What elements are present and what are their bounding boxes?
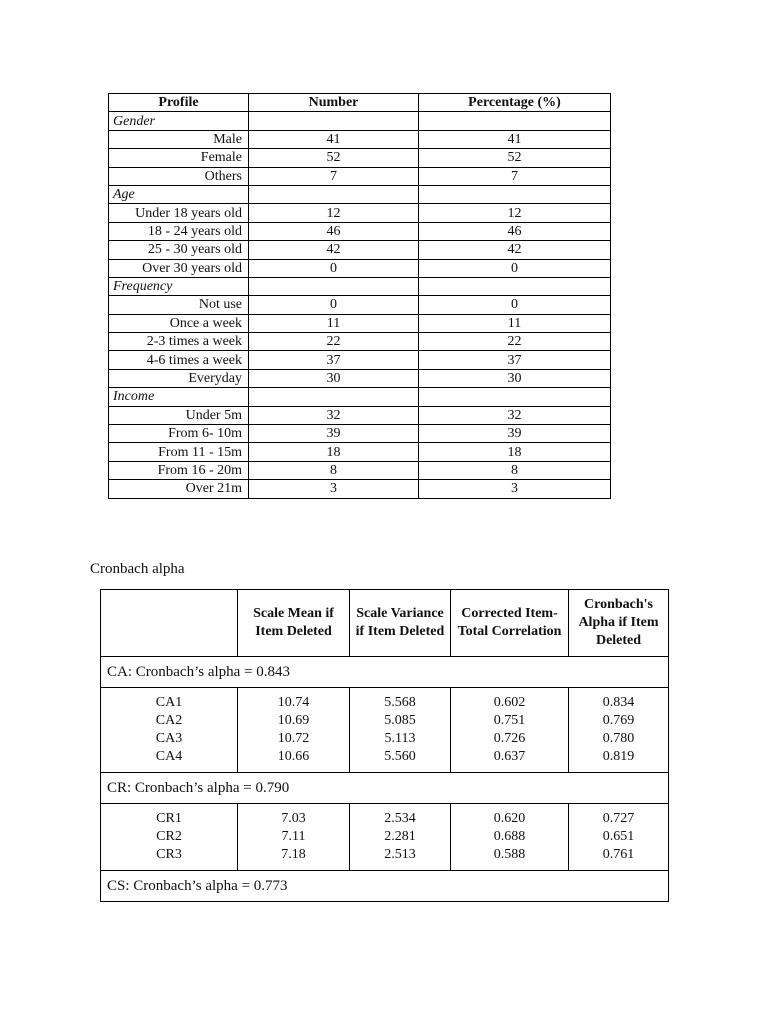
number-cell: 37 (249, 351, 419, 369)
column-header: Scale Mean if Item Deleted (238, 590, 350, 657)
section-title: CA: Cronbach’s alpha = 0.843 (101, 657, 669, 688)
number-cell: 22 (249, 333, 419, 351)
table-row (109, 425, 611, 443)
group-label: Income (109, 388, 249, 406)
cell-value: 0.602 (493, 695, 526, 710)
cell-value: 5.568 (384, 695, 416, 710)
empty-cell (419, 277, 611, 295)
row-label: Over 30 years old (109, 259, 249, 277)
empty-cell (419, 112, 611, 130)
cell-value: 10.74 (277, 695, 310, 710)
alpha-cell (569, 688, 669, 773)
section-header-row (101, 871, 669, 902)
percent-cell: 12 (419, 204, 611, 222)
cell-value: CR3 (156, 847, 182, 862)
column-header: Profile (109, 94, 249, 112)
number-cell: 3 (249, 480, 419, 498)
table-row (109, 296, 611, 314)
table-row (101, 804, 669, 871)
row-label: From 6- 10m (109, 425, 249, 443)
row-label: From 11 - 15m (109, 443, 249, 461)
cell-value: 10.72 (277, 731, 310, 746)
cell-value: 0.688 (493, 829, 526, 844)
row-label: 2-3 times a week (109, 333, 249, 351)
correlation-cell (451, 804, 569, 871)
demographic-profile-table (108, 93, 611, 499)
row-label: Once a week (109, 314, 249, 332)
table-row (109, 314, 611, 332)
percent-cell: 52 (419, 149, 611, 167)
table-row (109, 443, 611, 461)
percent-cell: 8 (419, 461, 611, 479)
row-label: Over 21m (109, 480, 249, 498)
cell-value: 10.66 (277, 749, 310, 764)
column-header: Percentage (%) (419, 94, 611, 112)
item-cell (101, 688, 238, 773)
table-row (109, 222, 611, 240)
percent-cell: 37 (419, 351, 611, 369)
cell-value: CR2 (156, 829, 182, 844)
empty-cell (419, 185, 611, 203)
column-header: Cronbach's Alpha if Item Deleted (569, 590, 669, 657)
table-row (109, 130, 611, 148)
table-row (109, 333, 611, 351)
number-cell: 0 (249, 296, 419, 314)
alpha-cell (569, 804, 669, 871)
empty-cell (249, 277, 419, 295)
section-title: CS: Cronbach’s alpha = 0.773 (101, 871, 669, 902)
table-row (109, 149, 611, 167)
percent-cell: 0 (419, 259, 611, 277)
cell-value: 5.113 (384, 731, 416, 746)
cell-value: 2.513 (384, 847, 416, 862)
number-cell: 46 (249, 222, 419, 240)
percent-cell: 18 (419, 443, 611, 461)
cronbach-table-body (101, 657, 669, 902)
row-label: Others (109, 167, 249, 185)
section-title: CR: Cronbach’s alpha = 0.790 (101, 773, 669, 804)
number-cell: 30 (249, 369, 419, 387)
cell-value: 0.780 (602, 731, 635, 746)
number-cell: 41 (249, 130, 419, 148)
row-label: Everyday (109, 369, 249, 387)
cell-value: 5.085 (384, 713, 416, 728)
cell-value: 7.11 (281, 829, 306, 844)
cell-value: 0.751 (493, 713, 526, 728)
correlation-cell (451, 688, 569, 773)
group-row (109, 112, 611, 130)
group-label: Gender (109, 112, 249, 130)
table-row (109, 461, 611, 479)
scale-variance-cell (350, 688, 451, 773)
cell-value: 10.69 (277, 713, 310, 728)
number-cell: 52 (249, 149, 419, 167)
percent-cell: 0 (419, 296, 611, 314)
cell-value: 2.281 (384, 829, 416, 844)
cell-value: 0.761 (602, 847, 635, 862)
cell-value: 0.620 (493, 811, 526, 826)
row-label: 25 - 30 years old (109, 241, 249, 259)
cell-value: CA2 (155, 713, 183, 728)
percent-cell: 39 (419, 425, 611, 443)
row-label: 18 - 24 years old (109, 222, 249, 240)
table-row (109, 351, 611, 369)
scale-variance-cell (350, 804, 451, 871)
row-label: From 16 - 20m (109, 461, 249, 479)
table-row (109, 480, 611, 498)
percent-cell: 46 (419, 222, 611, 240)
percent-cell: 11 (419, 314, 611, 332)
cell-value: CA4 (155, 749, 183, 764)
cell-value: 0.726 (493, 731, 526, 746)
row-label: Not use (109, 296, 249, 314)
column-header: Number (249, 94, 419, 112)
row-label: Under 5m (109, 406, 249, 424)
number-cell: 39 (249, 425, 419, 443)
row-label: Male (109, 130, 249, 148)
number-cell: 7 (249, 167, 419, 185)
percent-cell: 22 (419, 333, 611, 351)
cell-value: 0.769 (602, 713, 635, 728)
percent-cell: 7 (419, 167, 611, 185)
row-label: 4-6 times a week (109, 351, 249, 369)
table-header-row (109, 94, 611, 112)
number-cell: 11 (249, 314, 419, 332)
cell-value: 0.834 (602, 695, 635, 710)
percent-cell: 32 (419, 406, 611, 424)
table-row (109, 204, 611, 222)
table-header-row (101, 590, 669, 657)
cell-value: 7.03 (281, 811, 306, 826)
section-header-row (101, 773, 669, 804)
empty-cell (249, 388, 419, 406)
cell-value: CR1 (156, 811, 182, 826)
cell-value: CA1 (155, 695, 183, 710)
column-header (101, 590, 238, 657)
number-cell: 0 (249, 259, 419, 277)
cell-value: 2.534 (384, 811, 416, 826)
cell-value: CA3 (155, 731, 183, 746)
column-header: Corrected Item-Total Correlation (451, 590, 569, 657)
scale-mean-cell (238, 688, 350, 773)
group-label: Age (109, 185, 249, 203)
number-cell: 8 (249, 461, 419, 479)
percent-cell: 41 (419, 130, 611, 148)
cell-value: 0.727 (602, 811, 635, 826)
cell-value: 7.18 (281, 847, 306, 862)
number-cell: 18 (249, 443, 419, 461)
profile-table-body (109, 112, 611, 498)
cell-value: 0.651 (602, 829, 635, 844)
column-header: Scale Variance if Item Deleted (350, 590, 451, 657)
cronbach-alpha-table (100, 589, 669, 902)
group-row (109, 185, 611, 203)
group-row (109, 277, 611, 295)
cell-value: 0.637 (493, 749, 526, 764)
empty-cell (419, 388, 611, 406)
empty-cell (249, 112, 419, 130)
cell-value: 0.819 (602, 749, 635, 764)
percent-cell: 3 (419, 480, 611, 498)
group-row (109, 388, 611, 406)
table-row (109, 369, 611, 387)
percent-cell: 30 (419, 369, 611, 387)
table-row (101, 688, 669, 773)
cell-value: 0.588 (493, 847, 526, 862)
scale-mean-cell (238, 804, 350, 871)
cell-value: 5.560 (384, 749, 416, 764)
table-row (109, 167, 611, 185)
number-cell: 42 (249, 241, 419, 259)
table-row (109, 259, 611, 277)
empty-cell (249, 185, 419, 203)
cronbach-caption: Cronbach alpha (90, 561, 185, 577)
number-cell: 12 (249, 204, 419, 222)
row-label: Female (109, 149, 249, 167)
table-row (109, 406, 611, 424)
section-header-row (101, 657, 669, 688)
group-label: Frequency (109, 277, 249, 295)
row-label: Under 18 years old (109, 204, 249, 222)
table-row (109, 241, 611, 259)
item-cell (101, 804, 238, 871)
number-cell: 32 (249, 406, 419, 424)
percent-cell: 42 (419, 241, 611, 259)
